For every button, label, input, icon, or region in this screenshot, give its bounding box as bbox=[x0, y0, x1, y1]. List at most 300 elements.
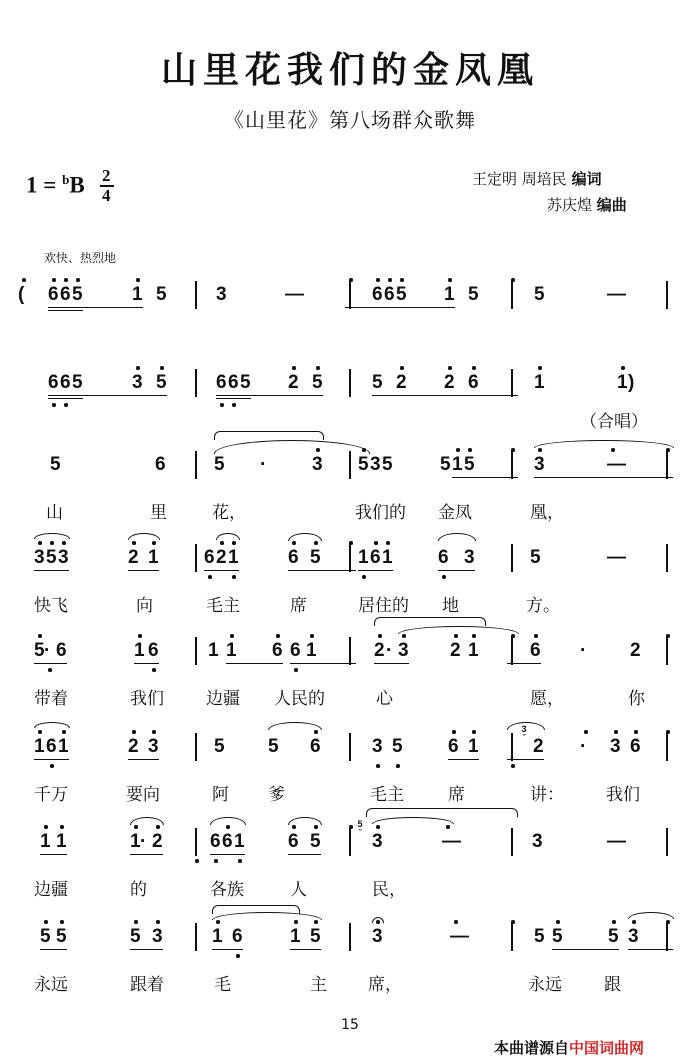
octave-dot bbox=[38, 730, 42, 734]
note: 3 bbox=[152, 926, 163, 947]
octave-dot bbox=[216, 920, 220, 924]
octave-dot bbox=[220, 403, 224, 407]
lyric: 边疆 bbox=[34, 880, 68, 900]
beam-line bbox=[34, 570, 69, 571]
octave-dot bbox=[349, 825, 353, 829]
octave-dot bbox=[310, 634, 314, 638]
beam-line bbox=[40, 854, 67, 855]
bar-line bbox=[511, 544, 513, 572]
octave-dot bbox=[396, 764, 400, 768]
octave-dot bbox=[292, 825, 296, 829]
octave-dot bbox=[472, 730, 476, 734]
note: 5 bbox=[312, 372, 323, 393]
sustain-dash: — bbox=[607, 547, 626, 568]
sustain-dash: — bbox=[607, 454, 626, 475]
tie-bracket bbox=[212, 905, 300, 914]
bar-line bbox=[666, 451, 668, 479]
octave-dot bbox=[388, 278, 392, 282]
time-signature-bottom: 4 bbox=[102, 186, 111, 205]
lyric: 方。 bbox=[526, 596, 560, 616]
bar-line bbox=[195, 544, 197, 572]
note: 6 bbox=[290, 640, 301, 661]
beam-line bbox=[48, 395, 167, 396]
octave-dot bbox=[134, 825, 138, 829]
lyricists: 王定明 周培民 bbox=[472, 170, 567, 188]
octave-dot bbox=[666, 634, 670, 638]
note: 3 bbox=[58, 547, 69, 568]
octave-dot bbox=[64, 403, 68, 407]
note: 3 bbox=[216, 284, 227, 305]
bar-line bbox=[666, 828, 668, 856]
beam-line bbox=[288, 570, 356, 571]
note: 1 bbox=[134, 640, 145, 661]
note: 6 bbox=[56, 640, 67, 661]
note: 5 bbox=[382, 454, 393, 475]
score-line bbox=[0, 548, 700, 648]
lyric: 我们的 bbox=[355, 503, 406, 523]
lyricists-credit bbox=[472, 168, 602, 189]
octave-dot bbox=[614, 730, 618, 734]
lyric: 爹 bbox=[268, 785, 285, 805]
bar-line bbox=[349, 637, 351, 665]
beam-line bbox=[216, 395, 323, 396]
note: 2 bbox=[396, 372, 407, 393]
lyric: 主 bbox=[310, 975, 327, 995]
note: 3 bbox=[34, 547, 45, 568]
lyric: 金凤 bbox=[438, 503, 472, 523]
octave-dot bbox=[666, 920, 670, 924]
octave-dot bbox=[511, 448, 515, 452]
beam-line bbox=[128, 759, 159, 760]
octave-dot bbox=[44, 825, 48, 829]
octave-dot bbox=[454, 634, 458, 638]
octave-dot bbox=[52, 278, 56, 282]
note: 5 bbox=[50, 454, 61, 475]
lyric: 快飞 bbox=[34, 596, 68, 616]
note: 2 bbox=[450, 640, 461, 661]
octave-dot bbox=[62, 541, 66, 545]
note: 5 bbox=[534, 284, 545, 305]
beam-line bbox=[48, 398, 83, 399]
octave-dot bbox=[621, 366, 625, 370]
grace-note: 5 ˇ bbox=[357, 819, 363, 838]
octave-dot bbox=[611, 448, 615, 452]
note: 6 bbox=[228, 372, 239, 393]
lyric: 千万 bbox=[34, 785, 68, 805]
key-note: B bbox=[69, 172, 85, 198]
octave-dot bbox=[292, 541, 296, 545]
note: 3 bbox=[464, 547, 475, 568]
octave-dot bbox=[44, 920, 48, 924]
sustain-dash: — bbox=[607, 284, 626, 305]
lyric: 毛 bbox=[214, 975, 231, 995]
note: 1 bbox=[306, 640, 317, 661]
lyric: 我们 bbox=[606, 785, 640, 805]
beam-line bbox=[372, 395, 518, 396]
note: 6 bbox=[210, 831, 221, 852]
note: 3 bbox=[370, 454, 381, 475]
beam-line bbox=[552, 949, 619, 950]
octave-dot bbox=[376, 825, 380, 829]
note: 3 bbox=[132, 372, 143, 393]
octave-dot bbox=[60, 920, 64, 924]
sustain-dash: — bbox=[450, 926, 469, 947]
beam-line bbox=[134, 663, 159, 664]
beam-line bbox=[130, 854, 163, 855]
note: 3 bbox=[148, 736, 159, 757]
lyric: 人民的 bbox=[274, 689, 325, 709]
bar-line bbox=[195, 281, 197, 309]
note: 6 bbox=[630, 736, 641, 757]
octave-dot bbox=[276, 634, 280, 638]
octave-dot bbox=[386, 541, 390, 545]
note: 5 bbox=[530, 547, 541, 568]
bar-line bbox=[511, 451, 513, 479]
note: 6 bbox=[438, 547, 449, 568]
note: 2 bbox=[374, 640, 385, 661]
dotted-rhythm: · bbox=[260, 454, 267, 475]
note: 1 bbox=[132, 284, 143, 305]
octave-dot bbox=[156, 920, 160, 924]
lyric: 山 bbox=[46, 503, 63, 523]
score-line bbox=[0, 927, 700, 1027]
lyric: 人 bbox=[290, 880, 307, 900]
song-title: 山里花我们的金凤凰 bbox=[160, 49, 539, 91]
bar-line bbox=[349, 544, 351, 572]
lyric: 讲： bbox=[530, 785, 564, 805]
note: 1 bbox=[617, 372, 628, 393]
dotted-rhythm: · bbox=[580, 640, 587, 661]
note: 5 bbox=[156, 284, 167, 305]
octave-dot bbox=[136, 366, 140, 370]
octave-dot bbox=[48, 668, 52, 672]
beam-line bbox=[628, 949, 673, 950]
slur-mark bbox=[34, 533, 70, 539]
dotted-rhythm: · bbox=[386, 640, 393, 661]
octave-dot bbox=[584, 730, 588, 734]
score-line bbox=[0, 455, 700, 555]
note: 1 bbox=[148, 547, 159, 568]
note: 6 bbox=[46, 736, 57, 757]
score-line bbox=[0, 832, 700, 932]
beam-line bbox=[40, 949, 67, 950]
beam-line bbox=[438, 570, 475, 571]
note: 1 bbox=[56, 831, 67, 852]
score-line bbox=[0, 737, 700, 837]
tie-bracket bbox=[366, 808, 518, 817]
lyric: 愿， bbox=[530, 689, 564, 709]
bar-line bbox=[349, 923, 351, 951]
dotted-rhythm: · bbox=[140, 831, 147, 852]
note: 1 bbox=[212, 926, 223, 947]
octave-dot bbox=[134, 920, 138, 924]
note: 6 bbox=[384, 284, 395, 305]
octave-dot bbox=[220, 541, 224, 545]
bar-line bbox=[666, 544, 668, 572]
song-subtitle: 《山里花》第八场群众歌舞 bbox=[224, 108, 476, 132]
note: 5 bbox=[130, 926, 141, 947]
note: 2 bbox=[216, 547, 227, 568]
octave-dot bbox=[314, 730, 318, 734]
note: 1 bbox=[208, 640, 219, 661]
octave-dot bbox=[292, 366, 296, 370]
note: 6 bbox=[372, 284, 383, 305]
note: 1 bbox=[234, 831, 245, 852]
beam-line bbox=[216, 398, 251, 399]
lyric: 席 bbox=[448, 785, 465, 805]
note: 5 bbox=[214, 454, 225, 475]
octave-dot bbox=[374, 541, 378, 545]
note: 3 bbox=[372, 736, 383, 757]
note: 3 bbox=[312, 454, 323, 475]
octave-dot bbox=[448, 366, 452, 370]
bar-line bbox=[511, 637, 513, 665]
lyricists-role: 编词 bbox=[571, 170, 602, 188]
lyric: 民， bbox=[372, 880, 406, 900]
octave-dot bbox=[50, 764, 54, 768]
octave-dot bbox=[402, 634, 406, 638]
octave-dot bbox=[448, 278, 452, 282]
fermata-mark bbox=[372, 917, 384, 923]
bracket: ) bbox=[628, 372, 635, 393]
bracket: ( bbox=[18, 284, 25, 305]
bar-line bbox=[666, 637, 668, 665]
lyric: 要向 bbox=[126, 785, 160, 805]
note: 1 bbox=[290, 926, 301, 947]
source-site: 中国词曲网 bbox=[569, 1039, 645, 1057]
lyric: 地 bbox=[442, 596, 459, 616]
note: 5 bbox=[240, 372, 251, 393]
note: 3 bbox=[628, 926, 639, 947]
tie-bracket bbox=[374, 617, 486, 626]
bar-line bbox=[195, 451, 197, 479]
octave-dot bbox=[152, 730, 156, 734]
note: 5 bbox=[372, 372, 383, 393]
octave-dot bbox=[132, 541, 136, 545]
beam-line bbox=[288, 854, 321, 855]
lyric: 各族 bbox=[210, 880, 244, 900]
note: 6 bbox=[48, 372, 59, 393]
note: 5 bbox=[534, 926, 545, 947]
note: 1 bbox=[468, 640, 479, 661]
note: 3 bbox=[532, 831, 543, 852]
bar-line bbox=[349, 369, 351, 397]
octave-dot bbox=[442, 575, 446, 579]
tie-bracket bbox=[214, 431, 324, 440]
note: 1 bbox=[34, 736, 45, 757]
octave-dot bbox=[314, 541, 318, 545]
beam-line bbox=[345, 307, 455, 308]
octave-dot bbox=[511, 634, 515, 638]
note: 6 bbox=[272, 640, 283, 661]
note: 1 bbox=[58, 736, 69, 757]
note: 5 bbox=[46, 547, 57, 568]
note: 5 bbox=[156, 372, 167, 393]
note: 6 bbox=[204, 547, 215, 568]
note: 6 bbox=[155, 454, 166, 475]
note: 5 bbox=[268, 736, 279, 757]
note: 1 bbox=[382, 547, 393, 568]
note: 5 bbox=[396, 284, 407, 305]
octave-dot bbox=[152, 541, 156, 545]
beam-line bbox=[130, 949, 163, 950]
octave-dot bbox=[238, 859, 242, 863]
composer-credit bbox=[547, 194, 627, 215]
octave-dot bbox=[454, 920, 458, 924]
note: 1 bbox=[358, 547, 369, 568]
note: 2 bbox=[444, 372, 455, 393]
dotted-rhythm: · bbox=[580, 736, 587, 757]
note: 3 bbox=[372, 926, 383, 947]
lyric: 永远 bbox=[528, 975, 562, 995]
octave-dot bbox=[136, 278, 140, 282]
composer-role: 编曲 bbox=[596, 196, 627, 214]
source-prefix: 本曲谱源自 bbox=[494, 1039, 570, 1057]
beam-line bbox=[226, 663, 283, 664]
octave-dot bbox=[400, 278, 404, 282]
note: 5 bbox=[214, 736, 225, 757]
bar-line bbox=[195, 733, 197, 761]
bar-line bbox=[349, 281, 351, 309]
beam-line bbox=[290, 949, 321, 950]
tempo-marking: 欢快、热烈地 bbox=[44, 251, 117, 265]
bar-line bbox=[195, 923, 197, 951]
octave-dot bbox=[132, 730, 136, 734]
bar-line bbox=[349, 451, 351, 479]
beam-line bbox=[358, 570, 393, 571]
bar-line bbox=[666, 923, 668, 951]
octave-dot bbox=[538, 366, 542, 370]
octave-dot bbox=[511, 278, 515, 282]
note: 6 bbox=[310, 736, 321, 757]
sustain-dash: — bbox=[442, 831, 461, 852]
bar-line bbox=[511, 828, 513, 856]
lyric: 带着 bbox=[34, 689, 68, 709]
octave-dot bbox=[38, 634, 42, 638]
note: 6 bbox=[60, 372, 71, 393]
octave-dot bbox=[472, 634, 476, 638]
octave-dot bbox=[62, 730, 66, 734]
key-signature bbox=[26, 172, 85, 199]
note: 6 bbox=[222, 831, 233, 852]
note: 5 bbox=[608, 926, 619, 947]
octave-dot bbox=[349, 541, 353, 545]
lyric: 向 bbox=[136, 596, 153, 616]
beam-line bbox=[534, 477, 673, 478]
sustain-dash: — bbox=[607, 831, 626, 852]
note: 1 bbox=[40, 831, 51, 852]
lyric: 我们 bbox=[130, 689, 164, 709]
octave-dot bbox=[294, 668, 298, 672]
octave-dot bbox=[314, 825, 318, 829]
octave-dot bbox=[349, 278, 353, 282]
bar-line bbox=[195, 369, 197, 397]
lyric: 毛主 bbox=[206, 596, 240, 616]
octave-dot bbox=[294, 920, 298, 924]
beam-line bbox=[452, 477, 518, 478]
slur-mark bbox=[372, 817, 454, 824]
octave-dot bbox=[632, 920, 636, 924]
bar-line bbox=[666, 733, 668, 761]
note: 3 bbox=[398, 640, 409, 661]
octave-dot bbox=[446, 825, 450, 829]
octave-dot bbox=[38, 541, 42, 545]
note: 6 bbox=[530, 640, 541, 661]
bar-line bbox=[195, 637, 197, 665]
note: 2 bbox=[533, 736, 544, 757]
note: 3 bbox=[534, 454, 545, 475]
note: 5 bbox=[34, 640, 45, 661]
note: 1 bbox=[444, 284, 455, 305]
octave-dot bbox=[52, 403, 56, 407]
octave-dot bbox=[538, 448, 542, 452]
octave-dot bbox=[64, 278, 68, 282]
note: 1 bbox=[228, 547, 239, 568]
page-number: 15 bbox=[341, 1017, 359, 1033]
octave-dot bbox=[376, 278, 380, 282]
note: 6 bbox=[48, 284, 59, 305]
bar-line bbox=[511, 281, 513, 309]
composer: 苏庆煌 bbox=[547, 196, 593, 214]
octave-dot bbox=[60, 825, 64, 829]
source-credit bbox=[494, 1037, 644, 1058]
note: 1 bbox=[452, 454, 463, 475]
octave-dot bbox=[511, 920, 515, 924]
note: 1 bbox=[226, 640, 237, 661]
lyric: 边疆 bbox=[206, 689, 240, 709]
beam-line bbox=[48, 307, 143, 308]
note: 5 bbox=[358, 454, 369, 475]
note: 5 bbox=[440, 454, 451, 475]
note: 3 bbox=[372, 831, 383, 852]
beam-line bbox=[507, 759, 544, 760]
octave-dot bbox=[376, 764, 380, 768]
octave-dot bbox=[230, 634, 234, 638]
octave-dot bbox=[362, 575, 366, 579]
note: 5 bbox=[310, 547, 321, 568]
note: 2 bbox=[288, 372, 299, 393]
note: 5 bbox=[310, 926, 321, 947]
beam-line bbox=[128, 570, 159, 571]
key-prefix: 1 = bbox=[26, 172, 57, 198]
lyric: 你 bbox=[628, 689, 645, 709]
octave-dot bbox=[195, 859, 199, 863]
octave-dot bbox=[634, 730, 638, 734]
octave-dot bbox=[22, 278, 26, 282]
note: 1 bbox=[130, 831, 141, 852]
bar-line bbox=[195, 828, 197, 856]
note: 2 bbox=[128, 547, 139, 568]
note: 6 bbox=[148, 640, 159, 661]
slur-mark bbox=[628, 912, 674, 919]
note: 6 bbox=[448, 736, 459, 757]
note: 6 bbox=[468, 372, 479, 393]
note: 1 bbox=[534, 372, 545, 393]
beam-line bbox=[507, 663, 541, 664]
key-flat: b bbox=[62, 172, 70, 187]
octave-dot bbox=[314, 920, 318, 924]
bar-line bbox=[511, 923, 513, 951]
octave-dot bbox=[468, 448, 472, 452]
lyric: 席 bbox=[290, 596, 307, 616]
note: 6 bbox=[288, 831, 299, 852]
octave-dot bbox=[666, 448, 670, 452]
note: 1 bbox=[468, 736, 479, 757]
beam-line bbox=[290, 663, 356, 664]
note: 5 bbox=[464, 454, 475, 475]
note: 6 bbox=[232, 926, 243, 947]
octave-dot bbox=[316, 366, 320, 370]
